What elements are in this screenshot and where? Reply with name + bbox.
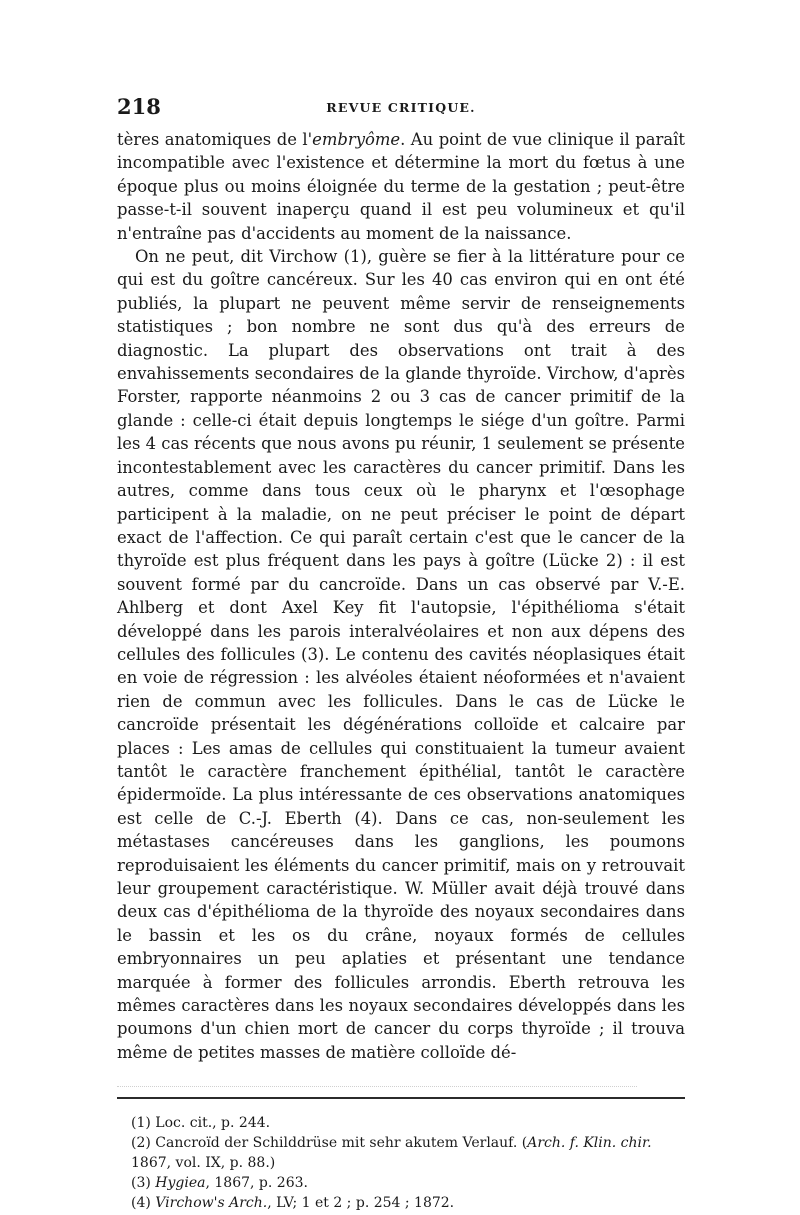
paragraph-text: . Au point de vue clinique il paraît incompatible avec l'existence et détermine la mort du fœtus à une époque plus ou moins éloignée du terme de la gestation ; peut-être passe-t-il souvent inaperçu quand il est peu volumineux et qu'il n'entraîne pas d'accidents au moment de la naissance. [117, 130, 685, 243]
paragraph: On ne peut, dit Virchow (1), guère se fier à la littérature pour ce qui est du goître cancéreux. Sur les 40 cas environ qui en ont été publiés, la plupart ne peuvent même servir de renseignements statistiques ; bon nombre ne sont dus qu'à des erreurs de diagnostic. La plupart des observations ont trait à des envahissements secondaires de la glande thyroïde. Virchow, d'après Forster, rapporte néanmoins 2 ou 3 cas de cancer primitif de la glande : celle-ci était depuis longtemps le siége d'un goître. Parmi les 4 cas récents que nous avons pu réunir, 1 seulement se présente incontestablement avec les caractères du cancer primitif. Dans les autres, comme dans tous ceux où le pharynx et l'œsophage participent à la maladie, on ne peut préciser le point de départ exact de l'affection. Ce qui paraît certain c'est que le cancer de la thyroïde est plus fréquent dans les pays à goître (Lücke 2) : il est souvent formé par du cancroïde. Dans un cas observé par V.-E. Ahlberg et dont Axel Key fit l'autopsie, l'épithélioma s'était développé dans les parois interalvéolaires et non aux dépens des cellules des follicules (3). Le contenu des cavités néoplasiques était en voie de régression : les alvéoles étaient néoformées et n'avaient rien de commun avec les follicules. Dans le cas de Lücke le cancroïde présentait les dégénérations colloïde et calcaire par places : Les amas de cellules qui constituaient la tumeur avaient tantôt le caractère franchement épithélial, tantôt le caractère épidermoïde. La plus intéressante de ces observations anatomiques est celle de C.-J. Eberth (4). Dans ce cas, non-seulement les métastases cancéreuses dans les ganglions, les poumons reproduisaient les éléments du cancer primitif, mais on y retrouvait leur groupement caractéristique. W. Müller avait déjà trouvé dans deux cas d'épithélioma de la thyroïde des noyaux secondaires dans le bassin et les os du crâne, noyaux formés de cellules embryonnaires un peu aplaties et présentant une tendance marquée à former des follicules arrondis. Eberth retrouva les mêmes caractères dans les noyaux secondaires développés dans les poumons d'un chien mort de cancer du corps thyroïde ; il trouva même de petites masses de matière colloïde dé- [117, 247, 685, 1062]
footnote-number: (1) [131, 1115, 151, 1132]
faded-bleed-through [117, 1070, 637, 1087]
running-head [117, 94, 685, 120]
footnote-number: (4) [131, 1195, 151, 1212]
footnote [117, 1113, 685, 1133]
footnote [117, 1193, 685, 1213]
footnote-number: (2) [131, 1135, 151, 1152]
footnote-text: 1867, vol. IX, p. 88.) [131, 1155, 276, 1172]
page [117, 94, 685, 1213]
footnote-text: Loc. cit., p. 244. [155, 1115, 271, 1132]
page-number: 218 [117, 94, 161, 119]
footnote-text: , LV; 1 et 2 ; p. 254 ; 1872. [267, 1195, 455, 1212]
footnote-citation: Virchow's Arch. [155, 1195, 268, 1212]
footnote-rule [117, 1097, 685, 1099]
body-text [117, 128, 685, 1064]
footnote-citation: Hygiea [155, 1175, 206, 1192]
footnote-number: (3) [131, 1175, 151, 1192]
footnote-text: , 1867, p. 263. [205, 1175, 308, 1192]
footnote-text: Cancroïd der Schilddrüse mit sehr akutem Verlauf. ( [155, 1135, 528, 1152]
footnote [117, 1173, 685, 1193]
emphasized-term: embryôme [312, 130, 401, 149]
footnotes [117, 1113, 685, 1213]
running-title: REVUE CRITIQUE. [326, 100, 476, 115]
paragraph-text: tères anatomiques de l' [117, 130, 313, 149]
footnote-citation: Arch. f. Klin. chir. [527, 1135, 652, 1152]
paragraph-continuation [117, 128, 685, 245]
footnote [117, 1133, 685, 1173]
